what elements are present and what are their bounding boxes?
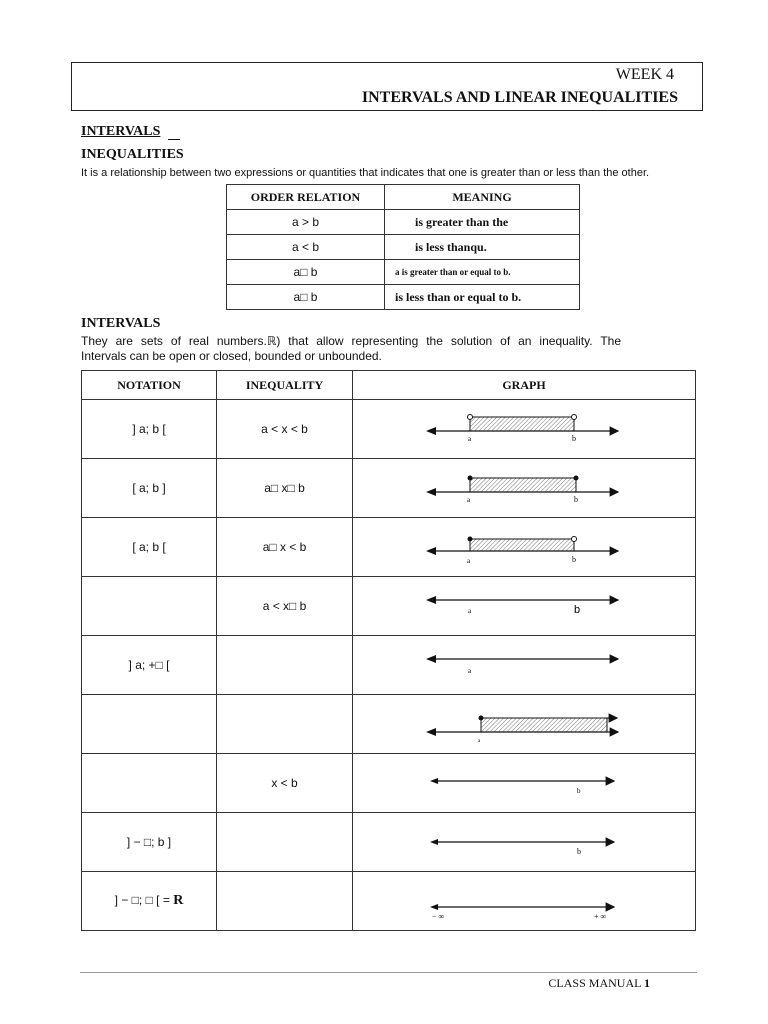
shaded-region [481,718,607,732]
page-number: 1 [644,976,650,990]
footer-text: CLASS MANUAL [548,976,644,990]
heading-underline [168,124,180,140]
week-label: WEEK 4 [615,66,674,83]
notation-cell: [ a; b [ [82,518,217,577]
section-heading-intervals: INTERVALS [81,124,161,139]
left-arrow-icon [430,778,438,784]
inequality-cell [217,636,353,695]
section-heading-intervals-2: INTERVALS [81,316,161,331]
graph-label: b [572,434,576,443]
table-header: GRAPH [353,371,696,400]
graph-label: a [478,739,481,744]
graph-cell [353,813,696,872]
notation-cell [82,872,217,931]
notation-bold-r: R [173,893,184,908]
number-line-graph [424,586,624,626]
graph-cell [353,459,696,518]
number-line-graph [424,409,624,449]
number-line-graph [424,645,624,685]
graph-label: a [468,607,472,615]
footer [548,976,650,991]
table-header: INEQUALITY [217,371,353,400]
meaning-cell: a is greater than or equal to b. [385,260,580,285]
table-header: NOTATION [82,371,217,400]
table-row [82,577,696,636]
number-line-graph [424,763,624,803]
inequality-cell: a□ x□ b [217,459,353,518]
left-arrow-icon [430,839,438,845]
relation-cell: a□ b [227,285,385,310]
meaning-cell: is less thanqu. [385,235,580,260]
table-header: ORDER RELATION [227,185,385,210]
left-arrow-icon [426,655,436,663]
table-row [82,636,696,695]
header-box [71,62,703,111]
left-arrow-icon [430,904,438,910]
closed-endpoint [468,476,473,481]
number-line-graph [424,468,624,508]
graph-cell [353,636,696,695]
number-line-graph [424,704,624,744]
graph-label: a [467,496,471,504]
left-arrow-icon [426,547,436,555]
graph-label: b [577,787,581,795]
intervals-description-line-2: Intervals can be open or closed, bounded or unbounded. [81,349,382,363]
table-row [227,210,580,235]
left-arrow-icon [426,488,436,496]
graph-label-pos-infinity: + ∞ [594,912,607,921]
graph-label: a [468,667,472,675]
left-arrow-icon [426,596,436,604]
table-row [82,754,696,813]
shaded-region [470,539,574,551]
table-row [82,459,696,518]
graph-label: b [574,604,581,616]
notation-cell: [ a; b ] [82,459,217,518]
table-header-row [82,371,696,400]
graph-label: b [577,847,581,856]
notation-cell: ] − □; b ] [82,813,217,872]
table-row [82,872,696,931]
inequality-cell [217,813,353,872]
relation-cell: a < b [227,235,385,260]
graph-label: a [468,435,472,443]
meaning-cell: is greater than the [385,210,580,235]
intervals-table [81,370,696,931]
table-row [82,400,696,459]
closed-endpoint [468,537,473,542]
inequality-cell: x < b [217,754,353,813]
graph-label: a [467,557,471,565]
inequality-cell [217,872,353,931]
table-row [227,260,580,285]
open-endpoint [572,415,577,420]
notation-cell [82,577,217,636]
table-row [227,285,580,310]
notation-cell [82,695,217,754]
table-row [82,518,696,577]
inequality-cell: a < x < b [217,400,353,459]
graph-cell [353,518,696,577]
number-line-graph [424,881,624,921]
notation-cell [82,754,217,813]
left-arrow-icon [426,427,436,435]
table-row [82,695,696,754]
notation-cell: ] a; b [ [82,400,217,459]
open-endpoint [572,537,577,542]
meaning-cell: is less than or equal to b. [385,285,580,310]
open-endpoint [468,415,473,420]
graph-label-neg-infinity: − ∞ [432,912,445,921]
closed-endpoint [479,716,484,721]
left-arrow-icon [426,728,436,736]
number-line-graph [424,822,624,862]
inequality-cell: a < x□ b [217,577,353,636]
intervals-description-line-1: They are sets of real numbers.ℝ) that allow representing the solution of an inequality. The [81,334,621,348]
relation-cell: a□ b [227,260,385,285]
table-header: MEANING [385,185,580,210]
graph-label: b [574,495,578,504]
notation-text: ] − □; □ [ = [114,893,174,907]
inequalities-description: It is a relationship between two expressions or quantities that indicates that one is greater than or less than the other. [81,167,650,179]
table-row [82,813,696,872]
inequality-cell: a□ x < b [217,518,353,577]
relation-cell: a > b [227,210,385,235]
graph-cell [353,872,696,931]
closed-endpoint [574,476,579,481]
section-heading-inequalities: INEQUALITIES [81,147,184,162]
graph-cell [353,754,696,813]
table-row [227,235,580,260]
graph-cell [353,695,696,754]
graph-label: b [572,555,576,564]
inequality-cell [217,695,353,754]
graph-cell [353,400,696,459]
notation-cell: ] a; +□ [ [82,636,217,695]
order-relation-table [226,184,580,310]
shaded-region [470,417,574,431]
footer-divider [80,972,697,973]
graph-cell [353,577,696,636]
page-title: INTERVALS AND LINEAR INEQUALITIES [361,89,678,106]
number-line-graph [424,527,624,567]
table-header-row [227,185,580,210]
shaded-region [470,478,576,492]
